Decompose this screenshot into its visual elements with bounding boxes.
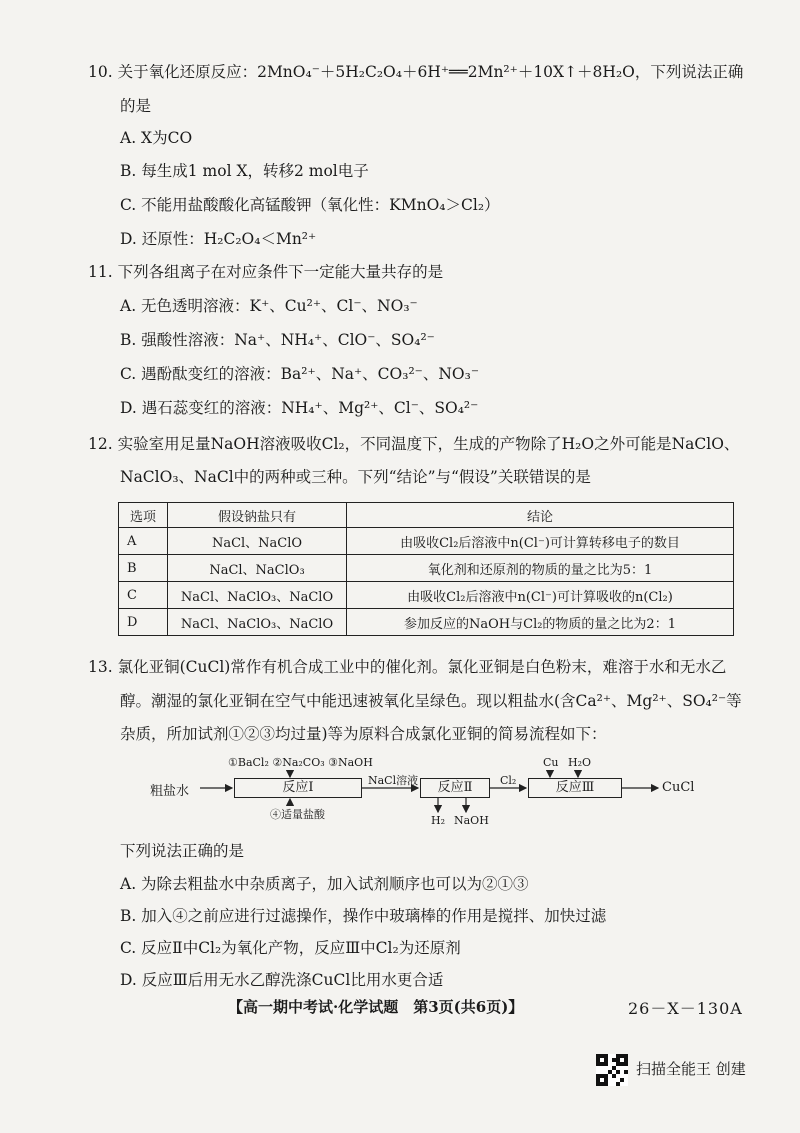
flow-box-reaction-1: 反应Ⅰ <box>234 778 362 798</box>
table-row <box>119 555 734 582</box>
table-row <box>119 609 734 636</box>
table-cell-option: B <box>119 555 168 582</box>
q10-option-a: A. X为CO <box>120 129 193 147</box>
scanner-watermark: 扫描全能王 创建 <box>636 1060 746 1078</box>
q12-stem-line1: 12. 实验室用足量NaOH溶液吸收Cl₂，不同温度下，生成的产物除了H₂O之外可能是NaClO、 <box>88 435 740 453</box>
table-cell-conclusion: 由吸收Cl₂后溶液中n(Cl⁻)可计算转移电子的数目 <box>347 528 734 555</box>
q13-option-d: D. 反应Ⅲ后用无水乙醇洗涤CuCl比用水更合适 <box>120 971 444 989</box>
table-cell-option: D <box>119 609 168 636</box>
table-header-conclusion: 结论 <box>347 503 734 528</box>
table-cell-hypothesis: NaCl、NaClO <box>168 528 347 555</box>
table-row <box>119 582 734 609</box>
flow-output-h2: H₂ <box>431 814 446 827</box>
q10-option-c: C. 不能用盐酸酸化高锰酸钾（氧化性：KMnO₄＞Cl₂） <box>120 196 500 214</box>
q13-stem-line3: 杂质，所加试剂①②③均过量)等为原料合成氯化亚铜的简易流程如下： <box>120 725 607 743</box>
q13-ask: 下列说法正确的是 <box>120 842 245 860</box>
table-cell-hypothesis: NaCl、NaClO₃、NaClO <box>168 582 347 609</box>
q13-option-b: B. 加入④之前应进行过滤操作，操作中玻璃棒的作用是搅拌、加快过滤 <box>120 907 607 925</box>
q10-stem-line1: 10. 关于氧化还原反应：2MnO₄⁻＋5H₂C₂O₄＋6H⁺══2Mn²⁺＋10X↑＋8H₂O，下列说法正确 <box>88 63 744 81</box>
table-cell-hypothesis: NaCl、NaClO₃、NaClO <box>168 609 347 636</box>
q13-option-c: C. 反应Ⅱ中Cl₂为氧化产物，反应Ⅲ中Cl₂为还原剂 <box>120 939 461 957</box>
q11-option-c: C. 遇酚酞变红的溶液：Ba²⁺、Na⁺、CO₃²⁻、NO₃⁻ <box>120 365 480 383</box>
q11-option-b: B. 强酸性溶液：Na⁺、NH₄⁺、ClO⁻、SO₄²⁻ <box>120 331 435 349</box>
q13-option-a: A. 为除去粗盐水中杂质离子，加入试剂顺序也可以为②①③ <box>120 875 529 893</box>
q11-stem: 11. 下列各组离子在对应条件下一定能大量共存的是 <box>88 263 444 281</box>
flow-reagent-bottom: ④适量盐酸 <box>270 808 325 821</box>
table-cell-option: A <box>119 528 168 555</box>
flow-mid-label-1: NaCl溶液 <box>368 774 419 787</box>
q13-stem-line1: 13. 氯化亚铜(CuCl)常作有机合成工业中的催化剂。氯化亚铜是白色粉末，难溶于水和无水乙 <box>88 658 727 676</box>
flow-input-cu: Cu <box>543 756 559 769</box>
table-cell-conclusion: 参加反应的NaOH与Cl₂的物质的量之比为2：1 <box>347 609 734 636</box>
q10-option-b: B. 每生成1 mol X，转移2 mol电子 <box>120 162 369 180</box>
table-header-option: 选项 <box>119 503 168 528</box>
page-footer-title: 【高一期中考试·化学试题 第3页(共6页)】 <box>228 998 524 1016</box>
q11-option-d: D. 遇石蕊变红的溶液：NH₄⁺、Mg²⁺、Cl⁻、SO₄²⁻ <box>120 399 479 417</box>
q11-option-a: A. 无色透明溶液：K⁺、Cu²⁺、Cl⁻、NO₃⁻ <box>120 297 418 315</box>
process-flow-diagram <box>150 756 710 832</box>
q10-stem-line2: 的是 <box>120 97 152 115</box>
flow-box-reaction-3: 反应Ⅲ <box>528 778 622 798</box>
flow-reagents-top: ①BaCl₂ ②Na₂CO₃ ③NaOH <box>228 756 373 769</box>
exam-code: 26－X－130A <box>628 999 743 1018</box>
qr-code-icon <box>596 1054 628 1086</box>
q13-stem-line2: 醇。潮湿的氯化亚铜在空气中能迅速被氧化呈绿色。现以粗盐水(含Ca²⁺、Mg²⁺、SO₄²⁻等 <box>120 692 742 710</box>
table-row <box>119 528 734 555</box>
flow-output-cucl: CuCl <box>662 780 695 795</box>
table-header-hypothesis: 假设钠盐只有 <box>168 503 347 528</box>
q10-option-d: D. 还原性：H₂C₂O₄＜Mn²⁺ <box>120 230 317 248</box>
table-cell-conclusion: 氧化剂和还原剂的物质的量之比为5：1 <box>347 555 734 582</box>
table-cell-conclusion: 由吸收Cl₂后溶液中n(Cl⁻)可计算吸收的n(Cl₂) <box>347 582 734 609</box>
flow-input-label: 粗盐水 <box>150 784 190 799</box>
flow-mid-label-2: Cl₂ <box>500 774 517 787</box>
flow-output-naoh: NaOH <box>454 814 489 827</box>
flow-input-h2o: H₂O <box>568 756 592 769</box>
flow-box-reaction-2: 反应Ⅱ <box>420 778 490 798</box>
hypothesis-table <box>118 502 734 636</box>
table-header-row <box>119 503 734 528</box>
q12-stem-line2: NaClO₃、NaCl中的两种或三种。下列“结论”与“假设”关联错误的是 <box>120 468 591 486</box>
table-cell-option: C <box>119 582 168 609</box>
table-cell-hypothesis: NaCl、NaClO₃ <box>168 555 347 582</box>
